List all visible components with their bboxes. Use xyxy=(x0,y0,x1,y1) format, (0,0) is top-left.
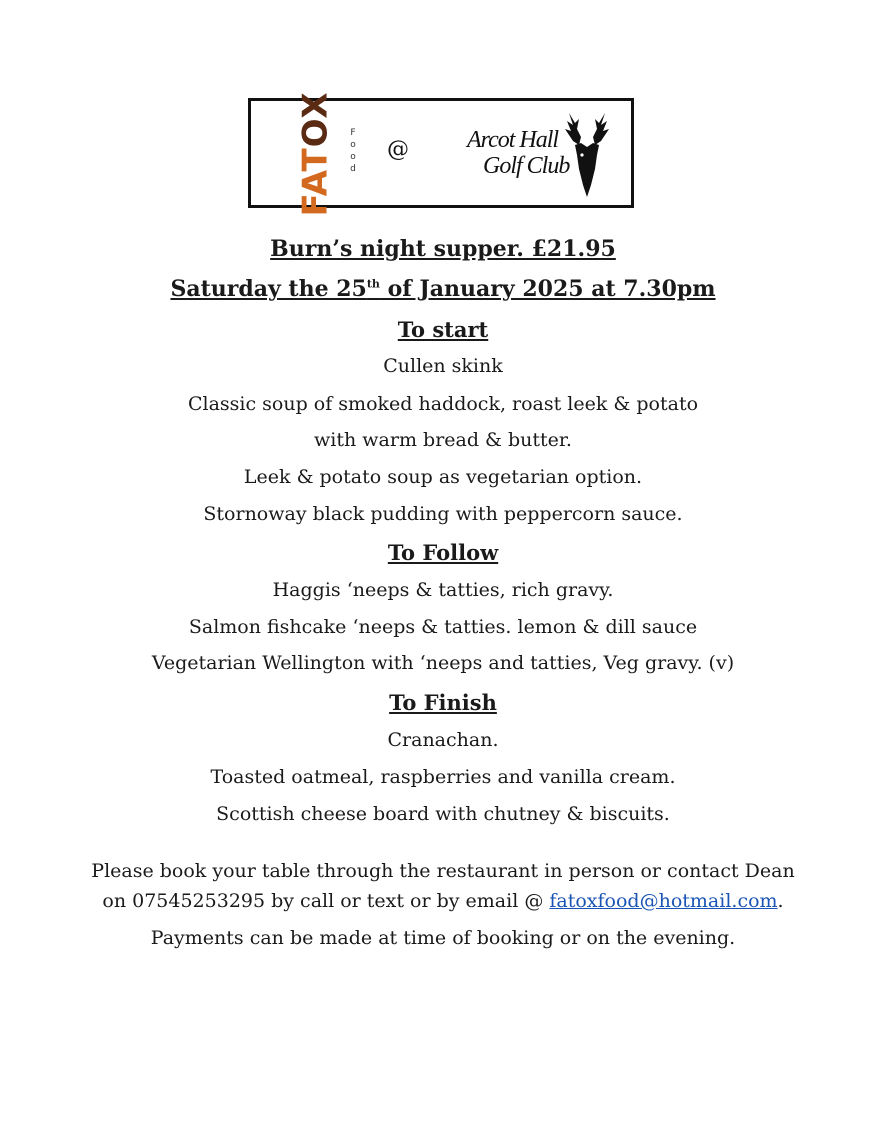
heading-to-follow: To Follow xyxy=(387,540,499,565)
menu-item: with warm bread & butter. xyxy=(314,429,572,451)
menu-item: Haggis ‘neeps & tatties, rich gravy. xyxy=(272,579,614,601)
food-letter: F xyxy=(350,128,356,138)
food-vertical-label xyxy=(348,127,358,175)
event-date-sup: th xyxy=(366,277,380,291)
stag-head-icon xyxy=(561,111,613,201)
event-title: Burn’s night supper. £21.95 xyxy=(270,236,616,262)
menu-item: Classic soup of smoked haddock, roast leek & potato xyxy=(187,393,699,415)
event-date-suffix: of January 2025 at 7.30pm xyxy=(379,276,716,302)
at-symbol: @ xyxy=(387,137,409,162)
menu-item: Vegetarian Wellington with ‘neeps and tatties, Veg gravy. (v) xyxy=(151,652,735,674)
event-date xyxy=(0,276,886,302)
booking-line-2-text: on 07545253295 by call or text or by email @ xyxy=(102,890,550,912)
menu-item: Stornoway black pudding with peppercorn sauce. xyxy=(203,503,683,525)
menu-item: Toasted oatmeal, raspberries and vanilla cream. xyxy=(210,766,676,788)
menu-item: Scottish cheese board with chutney & biscuits. xyxy=(216,803,670,825)
booking-line-2-end: . xyxy=(777,890,784,912)
header-logo-panel xyxy=(248,91,634,217)
event-date-prefix: Saturday the 25 xyxy=(170,276,367,302)
fatox-logo-fat: FAT xyxy=(296,147,337,217)
menu-item: Leek & potato soup as vegetarian option. xyxy=(243,466,643,488)
club-name-line2: Golf Club xyxy=(483,153,570,179)
fatox-logo xyxy=(285,91,347,217)
club-name-line1: Arcot Hall xyxy=(467,127,559,153)
food-letter: d xyxy=(350,164,356,174)
email-link[interactable]: fatoxfood@hotmail.com xyxy=(549,890,778,912)
food-letter: o xyxy=(350,140,356,150)
payment-note: Payments can be made at time of booking or on the evening. xyxy=(150,927,736,949)
menu-item: Cranachan. xyxy=(387,729,499,751)
booking-line-2 xyxy=(0,890,886,912)
food-letter: o xyxy=(350,152,356,162)
menu-item: Cullen skink xyxy=(383,355,503,377)
fatox-logo-ox: OX xyxy=(296,91,337,148)
booking-line-1: Please book your table through the restaurant in person or contact Dean xyxy=(91,860,795,882)
heading-to-finish: To Finish xyxy=(389,690,497,715)
heading-to-start: To start xyxy=(397,317,489,342)
menu-item: Salmon fishcake ‘neeps & tatties. lemon & dill sauce xyxy=(188,616,698,638)
